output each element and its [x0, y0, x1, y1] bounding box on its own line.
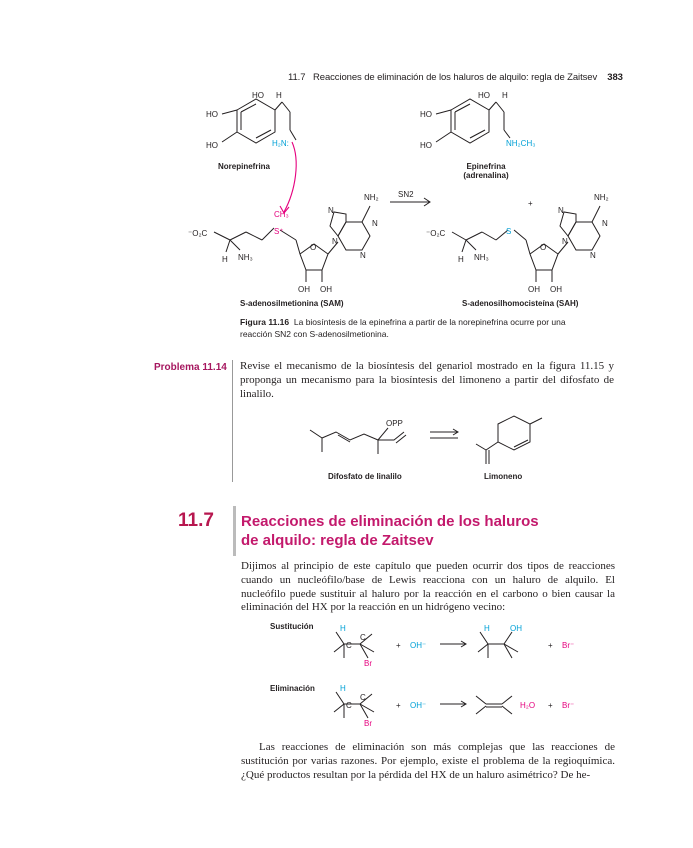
epinephrine-ho-2: HO [420, 141, 432, 150]
sah-n3: N [590, 251, 596, 260]
page-number: 383 [607, 72, 623, 83]
elimination-label: Eliminación [270, 684, 315, 693]
problem-text: Revise el mecanismo de la biosíntesis del genariol mostrado en la figura 11.15 y proponga un mecanismo para la biosíntesis del limoneno a partir del difosfato de linalilo. [240, 360, 614, 400]
elim-plus-2: + [548, 701, 553, 710]
header-section-ref: 11.7 [288, 72, 306, 83]
sam-oh-1: OH [298, 285, 310, 294]
sub-c2-label: C [360, 633, 366, 642]
sam-alpha-h: H [222, 255, 228, 264]
sah-label: S-adenosilhomocisteína (SAH) [462, 299, 579, 308]
figure-11-16-drawing [0, 0, 693, 340]
sub-bromide: Br⁻ [562, 641, 575, 650]
sah-n9: N [562, 237, 568, 246]
sam-adenine-5ring [330, 212, 346, 236]
norepinephrine-amine: H₂N: [272, 139, 289, 148]
sam-carboxylate: ⁻O₂C [188, 229, 208, 238]
section-title-line-1: Reacciones de eliminación de los haluros [241, 513, 539, 530]
elim-br-label: Br [364, 719, 372, 728]
sah-n7: N [558, 206, 564, 215]
epinephrine-ring [451, 99, 489, 143]
problem-divider [232, 360, 233, 482]
sah-sulfur: S [506, 227, 512, 236]
section-paragraph-1: Dijimos al principio de este capítulo que pueden ocurrir dos tipos de reacciones cuando un nucleófilo/base de Lewis reacciona con un haluro de alquilo. El nucleófilo puede sustituir al haluro por la reacción en el carbono o bien causar la eliminación del HX por la reacción en un hidrógeno vecino: [241, 560, 615, 614]
elim-c2-label: C [360, 693, 366, 702]
substitution-label: Sustitución [270, 622, 314, 631]
epinephrine-h-label: H [502, 91, 508, 100]
section-number: 11.7 [178, 510, 214, 531]
sub-h-label: H [340, 624, 346, 633]
sah-adenine-6ring [568, 222, 600, 250]
sam-n3: N [360, 251, 366, 260]
sub-c1-label: C [346, 641, 352, 650]
substitution-elimination-scheme [320, 620, 610, 730]
sah-ring-oxygen: O [540, 243, 547, 252]
elim-water: H₂O [520, 701, 536, 710]
epinephrine-name: Epinefrina [466, 162, 506, 171]
caption-line-1: La biosíntesis de la epinefrina a partir de la norepinefrina ocurre por una [293, 317, 566, 327]
epinephrine-ho-1: HO [420, 110, 432, 119]
sam-n7: N [328, 206, 334, 215]
section-paragraph-2: Las reacciones de eliminación son más complejas que las reacciones de sustitución por varias razones. Por ejemplo, existe el problema de la regioquímica. ¿Qué productos resultan por la pérdida del HX de un haluro asimétrico? De he- [241, 741, 615, 781]
sam-adenine-nh2: NH₂ [364, 193, 379, 202]
sah-n1: N [602, 219, 608, 228]
sam-oh-2: OH [320, 285, 332, 294]
norepinephrine-ho-2: HO [206, 141, 218, 150]
section-divider [233, 506, 236, 556]
header-running-title: Reacciones de eliminación de los haluros de alquilo: regla de Zaitsev [313, 72, 598, 83]
elim-hydroxide: OH⁻ [410, 701, 427, 710]
sub-br-label: Br [364, 659, 372, 668]
problem-label: Problema 11.14 [154, 362, 227, 373]
sam-label: S-adenosilmetionina (SAM) [240, 299, 344, 308]
elim-c1-label: C [346, 701, 352, 710]
sah-adenine-nh2: NH₂ [594, 193, 609, 202]
mechanism-curved-arrow [284, 142, 296, 212]
elim-bromide: Br⁻ [562, 701, 575, 710]
epinephrine-label [458, 162, 514, 180]
linalyl-label: Difosfato de linalilo [328, 472, 402, 481]
section-title [241, 512, 571, 550]
norepinephrine-ho-1: HO [206, 110, 218, 119]
sam-ammonium: NH₃ [238, 253, 253, 262]
norepinephrine-label: Norepinefrina [218, 162, 271, 171]
sub-product-oh: OH [510, 624, 522, 633]
sam-ring-oxygen: O [310, 243, 317, 252]
section-title-line-2: de alquilo: regla de Zaitsev [241, 532, 434, 549]
epinephrine-oh-label: HO [478, 91, 490, 100]
sah-alpha-h: H [458, 255, 464, 264]
norepinephrine-h-label: H [276, 91, 282, 100]
sam-adenine-6ring [338, 222, 370, 250]
sub-product-h: H [484, 624, 490, 633]
caption-line-2: reacción SN2 con S-adenosilmetionina. [240, 329, 389, 339]
sn2-label: SN2 [398, 190, 414, 199]
sub-plus-1: + [396, 641, 401, 650]
limonene-label: Limoneno [484, 472, 523, 481]
sam-methyl-label: CH₃ [274, 210, 289, 219]
sah-oh-1: OH [528, 285, 540, 294]
elim-plus-1: + [396, 701, 401, 710]
sam-n9: N [332, 237, 338, 246]
sah-ammonium: NH₃ [474, 253, 489, 262]
opp-label: OPP [386, 419, 403, 428]
sah-carboxylate: ⁻O₂C [426, 229, 446, 238]
problem-scheme [300, 410, 560, 470]
sah-oh-2: OH [550, 285, 562, 294]
sub-plus-2: + [548, 641, 553, 650]
sub-hydroxide: OH⁻ [410, 641, 427, 650]
elim-h-label: H [340, 684, 346, 693]
sam-n1: N [372, 219, 378, 228]
product-plus-sign: + [528, 199, 533, 208]
epinephrine-alt-name: (adrenalina) [463, 171, 509, 180]
sah-adenine-5ring [560, 212, 576, 236]
sam-sulfonium-label: S⁺ [274, 227, 284, 236]
figure-number: Figura 11.16 [240, 317, 290, 327]
epinephrine-amine: NH₂CH₃ [506, 139, 536, 148]
norepinephrine-ring [237, 99, 275, 143]
limonene-ring [498, 416, 530, 450]
norepinephrine-oh-label: HO [252, 91, 264, 100]
figure-caption [240, 316, 610, 340]
